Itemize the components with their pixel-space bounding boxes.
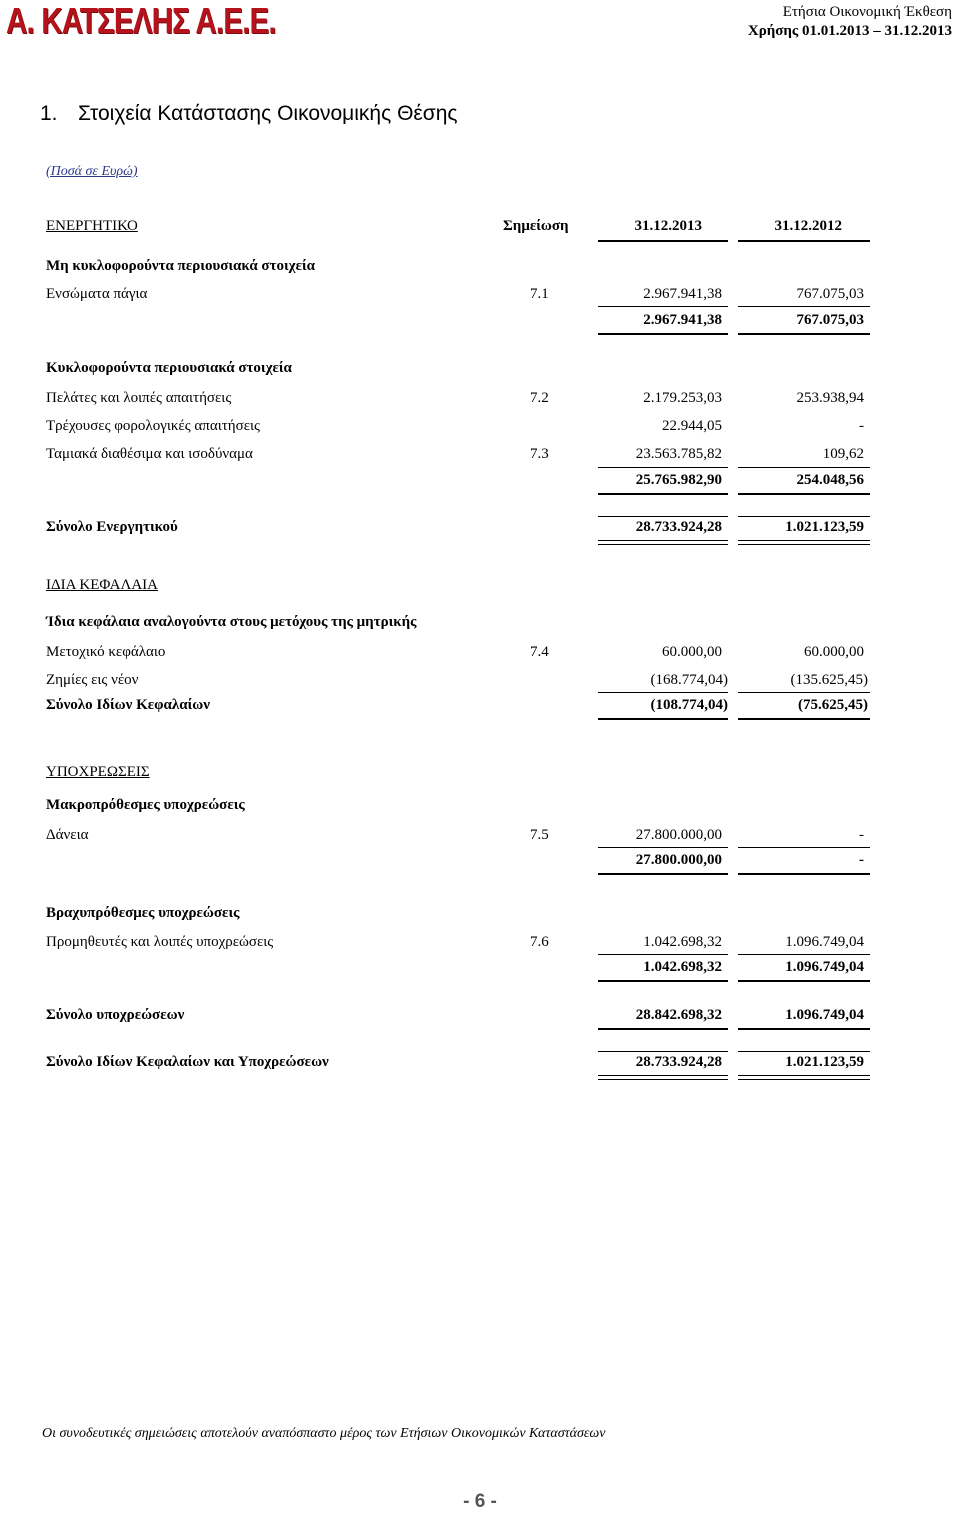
row-note: 7.3: [530, 446, 549, 462]
footer-note: Οι συνοδευτικές σημειώσεις αποτελούν αναπόσπαστο μέρος των Ετήσιων Οικονομικών Καταστάσεων: [42, 1426, 606, 1441]
rule: [738, 333, 870, 335]
row-value-2013: (108.774,04): [650, 697, 728, 713]
table-row: [0, 1007, 960, 1029]
section-heading: [40, 102, 458, 126]
rule: [598, 333, 728, 335]
table-row: [0, 258, 960, 280]
row-value-2012: 1.096.749,04: [785, 934, 864, 950]
header-underline: [598, 240, 728, 242]
table-row: [0, 614, 960, 636]
row-value-2012: 109,62: [822, 446, 864, 462]
rule: [598, 847, 728, 848]
row-value-2013: 28.842.698,32: [635, 1007, 722, 1023]
row-value-2013: 2.967.941,38: [643, 312, 722, 328]
section-title: Στοιχεία Κατάστασης Οικονομικής Θέσης: [78, 102, 458, 125]
row-label: ΥΠΟΧΡΕΩΣΕΙΣ: [46, 764, 150, 780]
row-value-2013: 25.765.982,90: [635, 472, 722, 488]
rule: [598, 493, 728, 495]
row-value-2012: 767.075,03: [796, 312, 864, 328]
row-value-2012: (135.625,45): [790, 672, 868, 688]
row-value-2012: (75.625,45): [798, 697, 868, 713]
page-number: - 6 -: [463, 1491, 497, 1512]
rule: [738, 980, 870, 982]
rule: [738, 1028, 870, 1030]
rule: [598, 1028, 728, 1030]
table-row: [0, 644, 960, 666]
row-value-2012: -: [859, 852, 864, 868]
table-row: [0, 797, 960, 819]
rule: [598, 980, 728, 982]
row-value-2013: 22.944,05: [662, 418, 722, 434]
rule: [738, 873, 870, 875]
rule: [738, 692, 870, 693]
double-rule: [738, 1075, 870, 1080]
table-row: [0, 446, 960, 468]
rule: [738, 1051, 870, 1052]
table-row: [0, 959, 960, 981]
row-value-2012: -: [859, 827, 864, 843]
header-underline: [738, 240, 870, 242]
row-note: 7.6: [530, 934, 549, 950]
table-row: [0, 1054, 960, 1076]
row-value-2013: 60.000,00: [662, 644, 722, 660]
row-value-2012: 767.075,03: [796, 286, 864, 302]
row-note: 7.4: [530, 644, 549, 660]
rule: [738, 847, 870, 848]
row-label: Τρέχουσες φορολογικές απαιτήσεις: [46, 418, 260, 434]
row-label: Ίδια κεφάλαια αναλογούντα στους μετόχους της μητρικής: [46, 614, 417, 630]
row-value-2013: 1.042.698,32: [643, 934, 722, 950]
row-value-2012: 1.021.123,59: [785, 519, 864, 535]
row-value-2013: (168.774,04): [650, 672, 728, 688]
row-value-2012: 253.938,94: [796, 390, 864, 406]
rule: [738, 954, 870, 955]
row-note: 7.2: [530, 390, 549, 406]
rule: [598, 467, 728, 468]
row-value-2013: 27.800.000,00: [635, 852, 722, 868]
rule: [738, 516, 870, 517]
table-row: [0, 286, 960, 308]
header-assets: ΕΝΕΡΓΗΤΙΚΟ: [46, 218, 138, 234]
row-label: Ταμιακά διαθέσιμα και ισοδύναμα: [46, 446, 253, 462]
table-row: [0, 852, 960, 874]
table-row: [0, 312, 960, 334]
row-value-2012: 254.048,56: [796, 472, 864, 488]
row-value-2012: 1.096.749,04: [785, 959, 864, 975]
row-value-2013: 28.733.924,28: [635, 519, 722, 535]
row-label: Κυκλοφορούντα περιουσιακά στοιχεία: [46, 360, 292, 376]
double-rule: [738, 540, 870, 545]
row-label: Σύνολο Ενεργητικού: [46, 519, 178, 535]
table-row: [0, 418, 960, 440]
table-row: [0, 905, 960, 927]
double-rule: [598, 540, 728, 545]
row-label: Βραχυπρόθεσμες υποχρεώσεις: [46, 905, 240, 921]
double-rule: [598, 1075, 728, 1080]
rule: [598, 718, 728, 720]
table-row: [0, 934, 960, 956]
header-note: Σημείωση: [503, 218, 569, 234]
row-note: 7.1: [530, 286, 549, 302]
report-title: Ετήσια Οικονομική Έκθεση: [782, 4, 952, 20]
row-label: Σύνολο υποχρεώσεων: [46, 1007, 185, 1023]
table-row: [0, 360, 960, 382]
table-row: [0, 697, 960, 719]
row-label: Μακροπρόθεσμες υποχρεώσεις: [46, 797, 245, 813]
header-2013: 31.12.2013: [634, 218, 702, 234]
row-value-2012: 60.000,00: [804, 644, 864, 660]
header-2012: 31.12.2012: [774, 218, 842, 234]
row-label: Ενσώματα πάγια: [46, 286, 148, 302]
table-row: [0, 577, 960, 599]
rule: [598, 1051, 728, 1052]
row-value-2013: 27.800.000,00: [635, 827, 722, 843]
rule: [598, 954, 728, 955]
row-value-2013: 1.042.698,32: [643, 959, 722, 975]
row-value-2013: 2.967.941,38: [643, 286, 722, 302]
rule: [738, 718, 870, 720]
report-period: Χρήσης 01.01.2013 – 31.12.2013: [747, 23, 952, 39]
table-row: [0, 519, 960, 541]
rule: [598, 692, 728, 693]
row-note: 7.5: [530, 827, 549, 843]
row-value-2013: 2.179.253,03: [643, 390, 722, 406]
row-value-2013: 23.563.785,82: [635, 446, 722, 462]
rule: [738, 493, 870, 495]
section-number: 1.: [40, 102, 58, 125]
company-logo: Α. ΚΑΤΣΕΛΗΣ Α.Ε.Ε.: [6, 0, 276, 41]
row-value-2012: 1.096.749,04: [785, 1007, 864, 1023]
table-row: [0, 390, 960, 412]
row-label: Προμηθευτές και λοιπές υποχρεώσεις: [46, 934, 274, 950]
row-label: ΙΔΙΑ ΚΕΦΑΛΑΙΑ: [46, 577, 159, 593]
row-label: Πελάτες και λοιπές απαιτήσεις: [46, 390, 232, 406]
row-label: Σύνολο Ιδίων Κεφαλαίων: [46, 697, 210, 713]
rule: [598, 516, 728, 517]
currency-note: (Ποσά σε Ευρώ): [46, 164, 138, 179]
rule: [598, 306, 728, 307]
table-row: [0, 472, 960, 494]
table-header: [0, 218, 960, 240]
row-label: Μη κυκλοφορούντα περιουσιακά στοιχεία: [46, 258, 316, 274]
table-row: [0, 827, 960, 849]
row-label: Μετοχικό κεφάλαιο: [46, 644, 166, 660]
row-value-2012: -: [859, 418, 864, 434]
row-value-2012: 1.021.123,59: [785, 1054, 864, 1070]
rule: [738, 467, 870, 468]
row-label: Δάνεια: [46, 827, 89, 843]
row-label: Σύνολο Ιδίων Κεφαλαίων και Υποχρεώσεων: [46, 1054, 329, 1070]
row-label: Ζημίες εις νέον: [46, 672, 139, 688]
rule: [738, 306, 870, 307]
row-value-2013: 28.733.924,28: [635, 1054, 722, 1070]
rule: [598, 873, 728, 875]
table-row: [0, 672, 960, 694]
table-row: [0, 764, 960, 786]
